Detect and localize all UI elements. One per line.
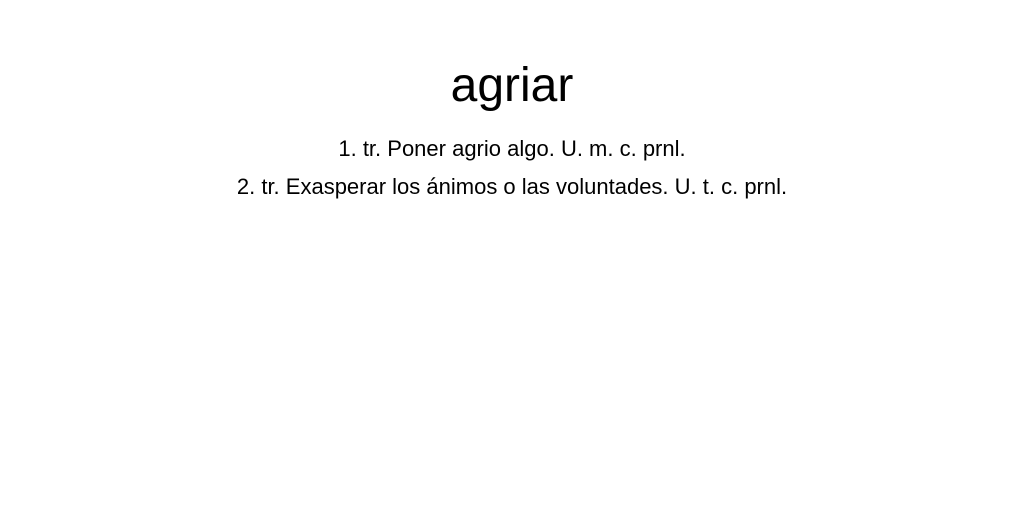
definition-list <box>0 130 1024 206</box>
definition-1: 1. tr. Poner agrio algo. U. m. c. prnl. <box>338 136 686 161</box>
definition-2: 2. tr. Exasperar los ánimos o las voluntades. U. t. c. prnl. <box>236 174 788 199</box>
headword: agriar <box>450 59 574 112</box>
